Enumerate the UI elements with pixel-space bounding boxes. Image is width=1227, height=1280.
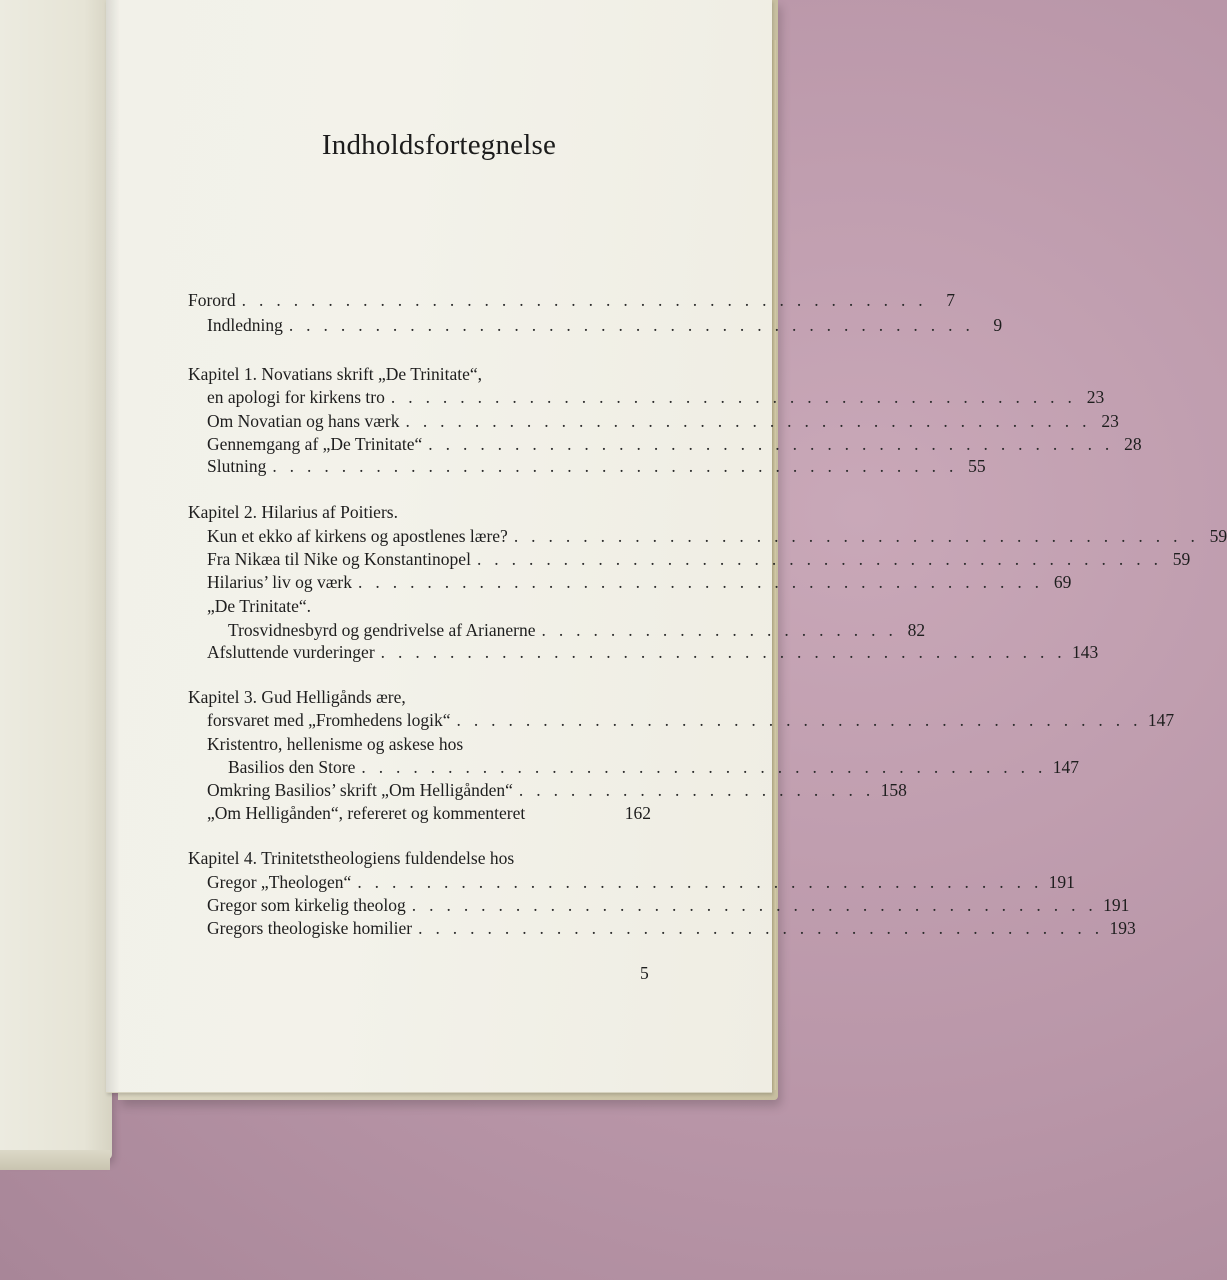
toc-entry: Omkring Basilios’ skrift „Om Helligånden“ . . . . . . . . . . . . . . . . . . . . . 158 [207, 780, 907, 800]
leader-dots: . . . . . . . . . . . . . . . . . . . . . . . . . . . . . . . . . . . . . . . . [476, 549, 1163, 569]
leader-dots: . . . . . . . . . . . . . . . . . . . . . . . . . . . . . . . . . . . . . . . . [411, 895, 1098, 915]
leader-dots: . . . . . . . . . . . . . . . . . . . . . . . . . . . . . . . . . . . . . . . . [513, 526, 1200, 546]
toc-entry: Gregor „Theologen“ . . . . . . . . . . . . . . . . . . . . . . . . . . . . . . . . . . . . . . . . 191 [207, 872, 1075, 892]
toc-entry: Fra Nikæa til Nike og Konstantinopel . . . . . . . . . . . . . . . . . . . . . . . . . . . . . . . . . . . . . . . . 59 [207, 549, 1191, 569]
leader-dots: . . . . . . . . . . . . . . . . . . . . . . . . . . . . . . . . . . . . . . . . [390, 387, 1077, 407]
leader-dots: . . . . . . . . . . . . . . . . . . . . . . . . . . . . . . . . . . . . . . . . [456, 710, 1142, 730]
leader-dots: . . . . . . . . . . . . . . . . . . . . . [541, 620, 898, 640]
toc-entry: Gregors theologiske homilier . . . . . . . . . . . . . . . . . . . . . . . . . . . . . . . . . . . . . . . . 193 [207, 918, 1136, 938]
leader-dots: . . . . . . . . . . . . . . . . . . . . . . . . . . . . . . . . . . . . . . . . [358, 572, 1044, 592]
toc-entry: Om Novatian og hans værk . . . . . . . . . . . . . . . . . . . . . . . . . . . . . . . . . . . . . . . . 23 [207, 411, 1119, 431]
leader-dots: . . . . . . . . . . . . . . . . . . . . . . . . . . . . . . . . . . . . . . . . [361, 757, 1047, 777]
toc-chapter-heading: Kapitel 3. Gud Helligånds ære, [188, 687, 406, 707]
toc-chapter-heading: Kapitel 2. Hilarius af Poitiers. [188, 502, 398, 522]
facing-page-edge [0, 1150, 110, 1170]
leader-dots: . . . . . . . . . . . . . . . . . . . . . . . . . . . . . . . . . . . . . . . . [288, 315, 975, 335]
toc-entry: Trosvidnesbyrd og gendrivelse af Arianerne . . . . . . . . . . . . . . . . . . . . . 82 [228, 620, 926, 640]
toc-entry: forsvaret med „Fromhedens logik“ . . . . . . . . . . . . . . . . . . . . . . . . . . . . . . . . . . . . . . . . 147 [207, 710, 1175, 730]
book-page [106, 0, 1227, 1093]
table-of-contents [106, 0, 1227, 1092]
toc-entry: „Om Helligånden“, refereret og kommenteret 162 [207, 803, 651, 823]
leader-dots: . . . . . . . . . . . . . . . . . . . . . . . . . . . . . . . . . . . . . . . . [357, 872, 1043, 892]
toc-chapter-heading: Kapitel 1. Novatians skrift „De Trinitate“, [188, 364, 483, 384]
leader-dots: . . . . . . . . . . . . . . . . . . . . . . . . . . . . . . . . . . . . . . . . [405, 411, 1091, 431]
toc-subheading: „De Trinitate“. [207, 596, 312, 616]
toc-entry: Slutning . . . . . . . . . . . . . . . . . . . . . . . . . . . . . . . . . . . . . . . . 55 [207, 456, 986, 476]
toc-entry: Afsluttende vurderinger . . . . . . . . . . . . . . . . . . . . . . . . . . . . . . . . . . . . . . . . 143 [207, 642, 1099, 662]
leader-dots: . . . . . . . . . . . . . . . . . . . . . . . . . . . . . . . . . . . . . . . . [428, 434, 1114, 454]
toc-entry: Basilios den Store . . . . . . . . . . . . . . . . . . . . . . . . . . . . . . . . . . . . . . . . 147 [228, 757, 1079, 777]
toc-entry: en apologi for kirkens tro . . . . . . . . . . . . . . . . . . . . . . . . . . . . . . . . . . . . . . . . 23 [207, 387, 1105, 407]
toc-entry: Kun et ekko af kirkens og apostlenes lære? . . . . . . . . . . . . . . . . . . . . . . . . . . . . . . . . . . . . . . . . 59 [207, 526, 1227, 546]
toc-entry: Indledning . . . . . . . . . . . . . . . . . . . . . . . . . . . . . . . . . . . . . . . . 9 [207, 315, 1003, 335]
toc-entry: Hilarius’ liv og værk . . . . . . . . . . . . . . . . . . . . . . . . . . . . . . . . . . . . . . . . 69 [207, 572, 1072, 592]
toc-entry: Gennemgang af „De Trinitate“ . . . . . . . . . . . . . . . . . . . . . . . . . . . . . . . . . . . . . . . . 28 [207, 434, 1142, 454]
page-title: Indholdsfortegnelse [321, 129, 557, 161]
leader-dots: . . . . . . . . . . . . . . . . . . . . . . . . . . . . . . . . . . . . . . . . [380, 642, 1066, 662]
page-number: 5 [640, 963, 649, 983]
toc-chapter-heading: Kapitel 4. Trinitetstheologiens fuldendelse hos [188, 848, 515, 868]
toc-entry: Forord . . . . . . . . . . . . . . . . . . . . . . . . . . . . . . . . . . . . . . . . 7 [188, 290, 955, 310]
leader-dots: . . . . . . . . . . . . . . . . . . . . . . . . . . . . . . . . . . . . . . . . [241, 290, 927, 310]
toc-entry: Gregor som kirkelig theolog . . . . . . . . . . . . . . . . . . . . . . . . . . . . . . . . . . . . . . . . 191 [207, 895, 1130, 915]
leader-dots: . . . . . . . . . . . . . . . . . . . . . . . . . . . . . . . . . . . . . . . . [418, 918, 1104, 938]
leader-dots: . . . . . . . . . . . . . . . . . . . . . . . . . . . . . . . . . . . . . . . . [272, 456, 958, 476]
facing-page [0, 0, 112, 1160]
toc-subheading: Kristentro, hellenisme og askese hos [207, 734, 464, 754]
leader-dots: . . . . . . . . . . . . . . . . . . . . . [518, 780, 875, 800]
